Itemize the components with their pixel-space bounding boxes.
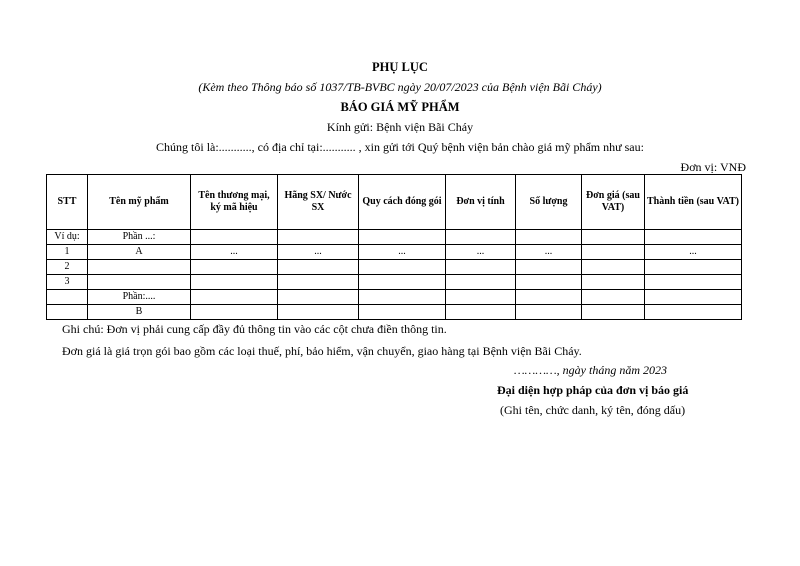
table-body <box>47 230 742 320</box>
table-cell <box>446 260 516 275</box>
column-header: Thành tiền (sau VAT) <box>645 175 742 230</box>
table-cell <box>359 260 446 275</box>
table-cell <box>516 305 582 320</box>
table-cell <box>359 275 446 290</box>
table-cell <box>446 290 516 305</box>
column-header: Đơn vị tính <box>446 175 516 230</box>
quote-table <box>46 174 742 320</box>
table-cell <box>191 305 278 320</box>
table-cell <box>278 290 359 305</box>
column-header: Đơn giá (sau VAT) <box>582 175 645 230</box>
document-heading: BÁO GIÁ MỸ PHẨM <box>340 100 460 114</box>
table-cell: ... <box>516 245 582 260</box>
table-cell: Ví dụ: <box>47 230 88 245</box>
table-cell <box>446 305 516 320</box>
table-cell <box>47 305 88 320</box>
column-header: Tên mỹ phẩm <box>88 175 191 230</box>
table-cell: A <box>88 245 191 260</box>
table-cell <box>191 230 278 245</box>
note-price-terms: Đơn giá là giá trọn gói bao gồm các loại thuế, phí, bảo hiểm, vận chuyển, giao hàng tại Bệnh viện Bãi Cháy. <box>62 344 582 358</box>
table-cell <box>645 275 742 290</box>
table-cell <box>645 305 742 320</box>
table-cell: B <box>88 305 191 320</box>
column-header: Quy cách đóng gói <box>359 175 446 230</box>
table-row <box>47 230 742 245</box>
table-cell <box>582 305 645 320</box>
column-header: STT <box>47 175 88 230</box>
table-cell <box>191 290 278 305</box>
table-cell: Phần ...: <box>88 230 191 245</box>
table-cell: ... <box>359 245 446 260</box>
table-cell <box>278 305 359 320</box>
table-cell: 3 <box>47 275 88 290</box>
table-cell <box>516 230 582 245</box>
document-subtitle: (Kèm theo Thông báo số 1037/TB-BVBC ngày 20/07/2023 của Bệnh viện Bãi Cháy) <box>198 80 602 94</box>
table-cell <box>645 230 742 245</box>
table-header-row <box>47 175 742 230</box>
table-cell <box>278 275 359 290</box>
table-cell <box>47 290 88 305</box>
table-cell <box>278 260 359 275</box>
note-required-info: Ghi chú: Đơn vị phải cung cấp đầy đủ thông tin vào các cột chưa điền thông tin. <box>62 322 447 336</box>
table-cell <box>191 275 278 290</box>
table-cell <box>516 260 582 275</box>
currency-unit: Đơn vị: VNĐ <box>680 160 746 174</box>
table-cell: ... <box>645 245 742 260</box>
table-cell <box>582 275 645 290</box>
table-row <box>47 305 742 320</box>
signature-note: (Ghi tên, chức danh, ký tên, đóng dấu) <box>500 403 686 417</box>
table-cell <box>446 230 516 245</box>
column-header: Hãng SX/ Nước SX <box>278 175 359 230</box>
signature-date-line: …………, ngày tháng năm 2023 <box>514 363 668 377</box>
table-cell <box>359 305 446 320</box>
intro-line: Chúng tôi là:..........., có địa chỉ tại:........... , xin gửi tới Quý bệnh viện bản chào giá mỹ phẩm như sau: <box>156 140 644 154</box>
table-cell <box>359 290 446 305</box>
table-cell <box>88 275 191 290</box>
addressee-line: Kính gửi: Bệnh viện Bãi Cháy <box>326 120 474 134</box>
signature-title: Đại diện hợp pháp của đơn vị báo giá <box>497 383 689 397</box>
table-cell <box>88 260 191 275</box>
column-header: Số lượng <box>516 175 582 230</box>
table-cell <box>191 260 278 275</box>
table-row <box>47 275 742 290</box>
table-cell: Phần:.... <box>88 290 191 305</box>
table-cell: ... <box>446 245 516 260</box>
table-cell: 1 <box>47 245 88 260</box>
table-cell: ... <box>191 245 278 260</box>
table-cell <box>582 260 645 275</box>
table-cell <box>645 260 742 275</box>
column-header: Tên thương mại, ký mã hiệu <box>191 175 278 230</box>
table-cell <box>359 230 446 245</box>
table-row <box>47 245 742 260</box>
table-cell <box>582 230 645 245</box>
table-cell <box>516 290 582 305</box>
table-cell <box>516 275 582 290</box>
table-cell: ... <box>278 245 359 260</box>
table-cell <box>278 230 359 245</box>
table-cell <box>446 275 516 290</box>
table-cell <box>582 245 645 260</box>
table-cell <box>582 290 645 305</box>
document-title: PHỤ LỤC <box>372 60 428 74</box>
table-cell: 2 <box>47 260 88 275</box>
table-cell <box>645 290 742 305</box>
table-row <box>47 290 742 305</box>
table-row <box>47 260 742 275</box>
